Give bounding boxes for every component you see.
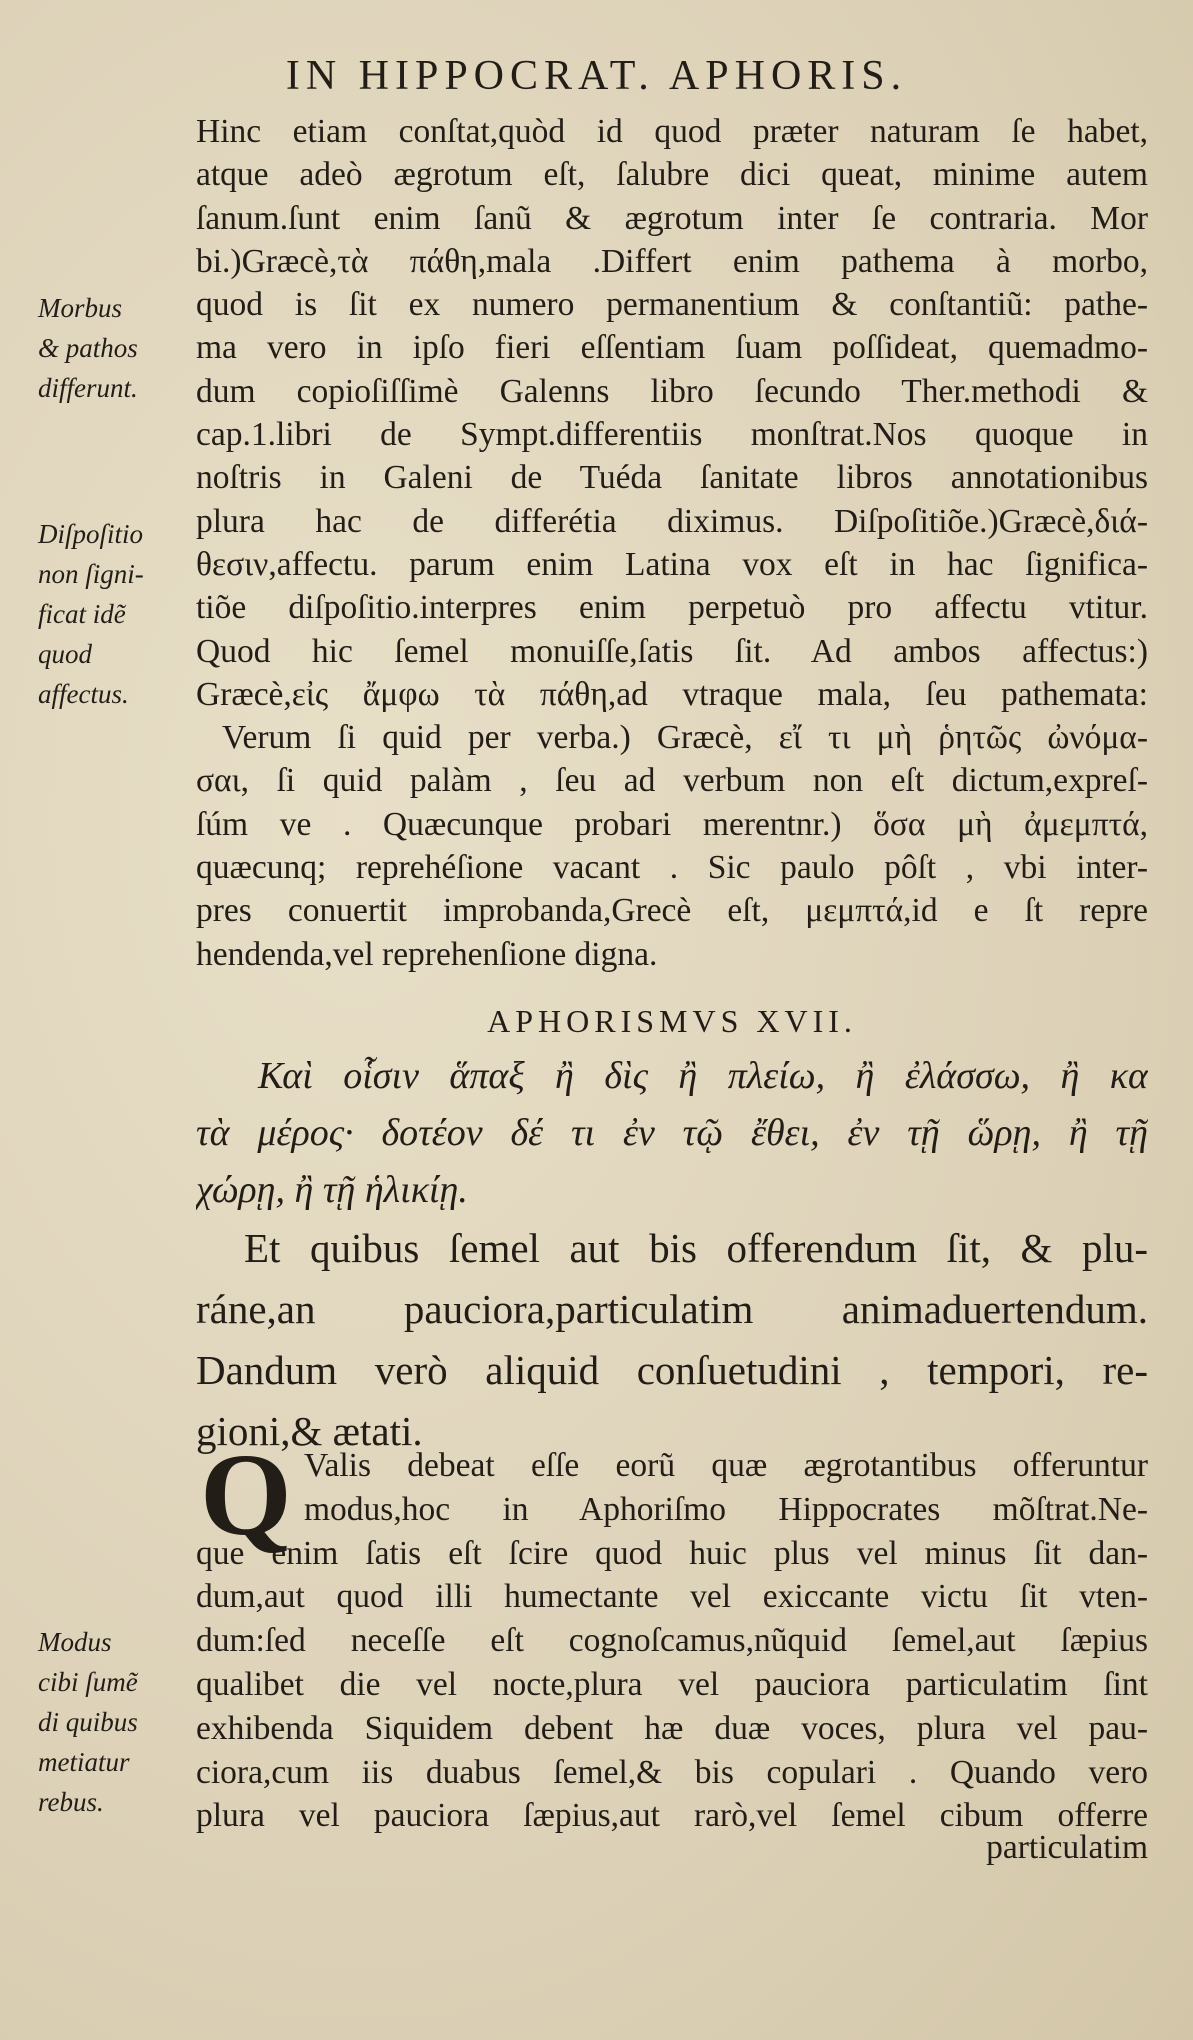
text-line: Hinc etiam conſtat,quòd id quod præter naturam ſe habet, [196, 113, 1148, 150]
commentary-line: exhibenda Siquidem debent hæ duæ voces, plura vel pau- [196, 1709, 1148, 1747]
marginal-note-line: affectus. [38, 679, 129, 709]
text-line: ma vero in ipſo fieri eſſentiam ſuam poſſideat, quemadmo- [196, 329, 1148, 367]
commentary-line: qualibet die vel nocte,plura vel pauciora particulatim ſint [196, 1665, 1148, 1703]
marginal-note-line: rebus. [38, 1787, 104, 1817]
text-line: plura hac de differétia diximus. Diſpoſitiõe.)Græcè,διά- [196, 502, 1148, 540]
commentary-line: modus,hoc in Aphoriſmo Hippocrates mõſtrat.Ne- [304, 1490, 1148, 1528]
greek-aphorism-text [196, 1048, 1148, 1219]
commentary-line: dum:ſed neceſſe eſt cognoſcamus,nũquid ſemel,aut ſæpius [196, 1622, 1148, 1660]
text-line: pres conuertit improbanda,Grecè eſt, μεμπτά,id e ſt repre [196, 892, 1148, 930]
marginal-note-dispositio [38, 514, 188, 714]
marginal-note-line: di quibus [38, 1707, 138, 1737]
text-line: cap.1.libri de Sympt.differentiis monſtrat.Nos quoque in [196, 416, 1148, 454]
text-line: σαι, ſi quid palàm , ſeu ad verbum non eſt dictum,expreſ- [196, 762, 1148, 800]
greek-line: τὰ μέρος· δοτέον δέ τι ἐν τῷ ἔθει, ἐν τῇ ὥρῃ, ἢ τῇ [196, 1112, 1148, 1154]
marginal-note-line: Morbus [38, 293, 123, 323]
marginal-note-line: cibi ſumẽ [38, 1667, 138, 1697]
greek-line: χώρῃ, ἢ τῇ ἡλικίῃ. [196, 1169, 468, 1211]
marginal-note-line: ficat idẽ [38, 599, 126, 629]
drop-cap-initial: Q [200, 1429, 292, 1560]
commentary-line: Valis debeat eſſe eorũ quæ ægrotantibus offeruntur [304, 1447, 1148, 1484]
marginal-note-line: Diſpoſitio [38, 519, 144, 549]
marginal-note-line: & pathos [38, 333, 138, 363]
text-line: Quod hic ſemel monuiſſe,ſatis ſit. Ad ambos affectus:) [196, 632, 1148, 670]
marginal-note-morbus [38, 288, 188, 408]
text-line: bi.)Græcè,τὰ πάθη,mala .Differt enim pathema à morbo, [196, 242, 1148, 280]
marginal-note-line: differunt. [38, 373, 138, 403]
latin-aphorism-text [196, 1218, 1148, 1462]
text-line: Verum ſi quid per verba.) Græcè, εἴ τι μὴ ῥητῶς ὠνόμα- [222, 719, 1148, 757]
text-line: hendenda,vel reprehenſione digna. [196, 935, 658, 973]
text-line: Græcè,εἰς ἄμφω τὰ πάθη,ad vtraque mala, ſeu pathemata: [196, 675, 1148, 713]
text-line: dum copioſiſſimè Galenns libro ſecundo Ther.methodi & [196, 372, 1148, 410]
text-line: θεσιν,affectu. parum enim Latina vox eſt in hac ſignifica- [196, 545, 1148, 583]
marginal-note-line: metiatur [38, 1747, 130, 1777]
commentary-line: dum,aut quod illi humectante vel exiccante victu ſit vten- [196, 1578, 1148, 1616]
aphorism-heading: APHORISMVS XVII. [487, 1003, 857, 1039]
text-line: ſúm ve . Quæcunque probari merentnr.) ὅσα μὴ ἀμεμπτά, [196, 805, 1148, 843]
text-line: tiõe diſpoſitio.interpres enim perpetuò pro affectu vtitur. [196, 589, 1148, 627]
running-head: IN HIPPOCRAT. APHORIS. [285, 53, 908, 99]
text-line: quod is ſit ex numero permanentium & conſtantiũ: pathe- [196, 286, 1148, 324]
commentary-line: ciora,cum iis duabus ſemel,& bis copulari . Quando vero [196, 1753, 1148, 1791]
marginal-note-line: non ſigni- [38, 559, 144, 589]
commentary-text [196, 1444, 1148, 1838]
commentary-line: plura vel pauciora ſæpius,aut rarò,vel ſemel cibum offerre [196, 1797, 1148, 1835]
marginal-note-line: Modus [38, 1627, 112, 1657]
marginal-note-line: quod [38, 639, 92, 669]
greek-line: Καὶ οἷσιν ἅπαξ ἢ δὶς ἢ πλείω, ἢ ἐλάσσω, ἢ κα [258, 1055, 1148, 1097]
aphorism-line: gioni,& ætati. [196, 1408, 423, 1454]
text-line: atque adeò ægrotum eſt, ſalubre dici queat, minime autem [196, 156, 1148, 194]
text-line: ſanum.ſunt enim ſanũ & ægrotum inter ſe contraria. Mor [196, 199, 1148, 237]
aphorism-line: ráne,an pauciora,particulatim animaduertendum. [196, 1286, 1148, 1332]
marginal-note-modus [38, 1622, 188, 1822]
text-line: noſtris in Galeni de Tuéda ſanitate libros annotationibus [196, 459, 1148, 497]
body-text-top [196, 110, 1148, 976]
catchword: particulatim [986, 1829, 1148, 1866]
aphorism-line: Dandum verò aliquid conſuetudini , tempori, re- [196, 1347, 1148, 1393]
text-line: quæcunq; reprehéſione vacant . Sic paulo pôſt , vbi inter- [196, 849, 1148, 887]
commentary-line: que enim ſatis eſt ſcire quod huic plus vel minus ſit dan- [196, 1534, 1148, 1572]
aphorism-line: Et quibus ſemel aut bis offerendum ſit, & plu- [244, 1225, 1148, 1271]
